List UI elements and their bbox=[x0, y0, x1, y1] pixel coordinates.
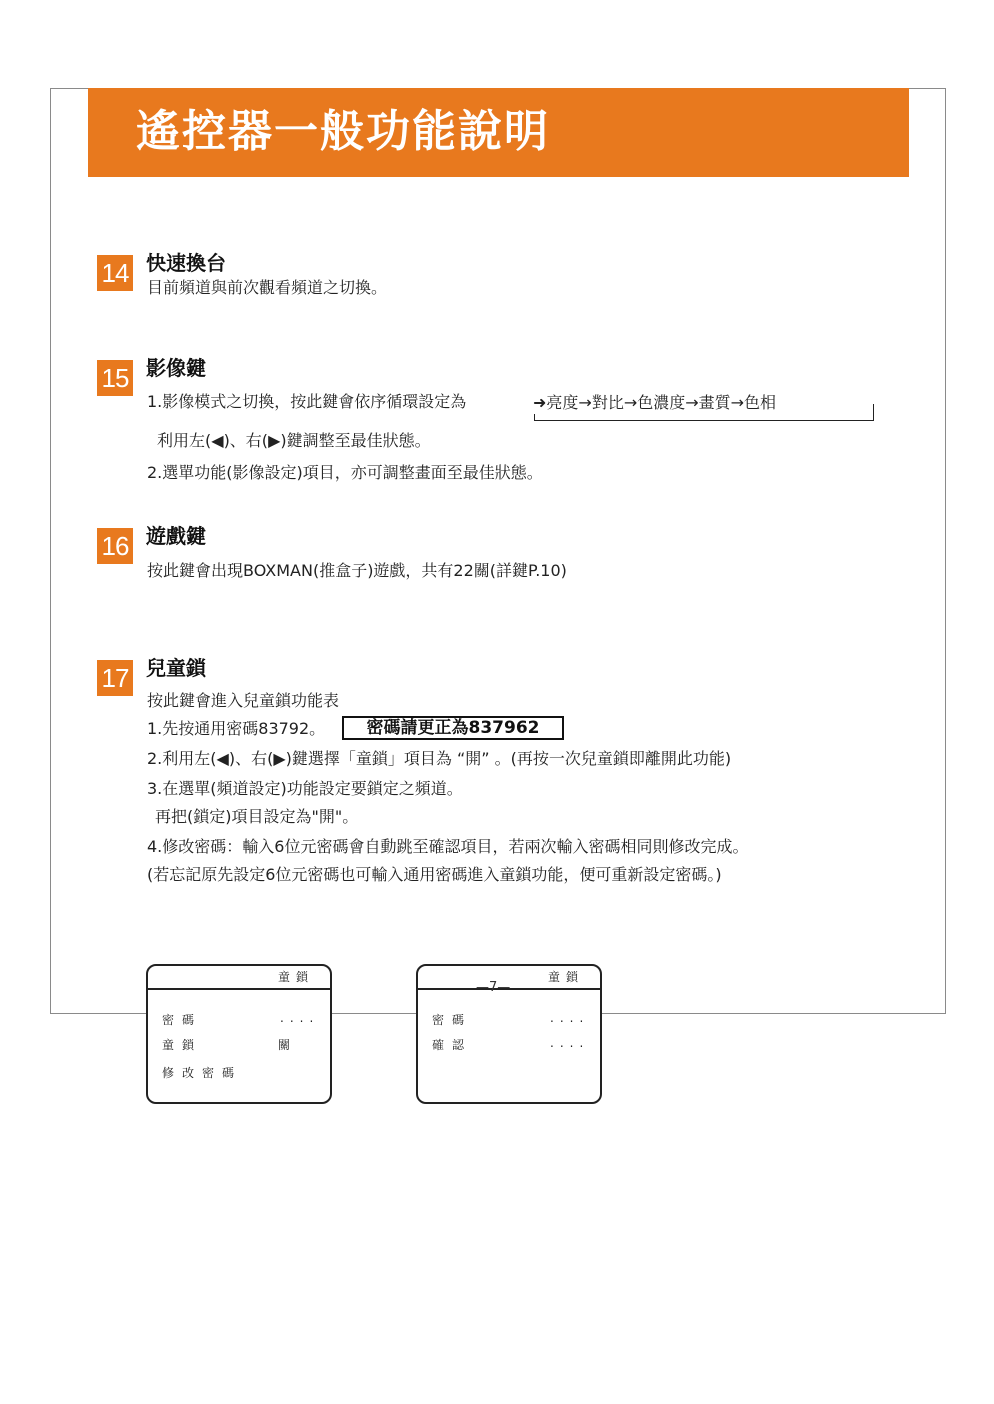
page-title: 遙控器一般功能說明 bbox=[136, 106, 550, 157]
cycle-text: 亮度→對比→色濃度→畫質→色相 bbox=[546, 393, 777, 412]
screen-title: 童鎖 bbox=[547, 970, 584, 984]
screen-divider bbox=[148, 988, 330, 990]
cycle-sequence bbox=[533, 392, 782, 414]
section-14-number: 14 bbox=[97, 255, 133, 291]
line-2-part-c: )鍵選擇「童鎖」項目為 “開” 。(再按一次兒童鎖即離開此功能) bbox=[285, 749, 732, 768]
right-triangle-icon: ▶ bbox=[268, 431, 281, 450]
line-2-part-a: 2.利用左( bbox=[147, 749, 217, 768]
line-2-part-c: )鍵調整至最佳狀態。 bbox=[280, 431, 431, 450]
screen-row-label: 密碼 bbox=[162, 1013, 203, 1027]
header-banner bbox=[88, 88, 909, 177]
screen-row-label: 修改密碼 bbox=[162, 1066, 243, 1080]
section-15-number: 15 bbox=[97, 360, 133, 396]
screen-row-value: .... bbox=[280, 1011, 320, 1025]
section-16-title: 遊戲鍵 bbox=[146, 524, 206, 548]
section-17-number: 17 bbox=[97, 660, 133, 696]
section-15-line-2 bbox=[157, 430, 431, 452]
section-17-line-3: 3.在選單(頻道設定)功能設定要鎖定之頻道。 bbox=[147, 779, 463, 798]
screen-row-value: .... bbox=[550, 1011, 590, 1025]
child-lock-screen-menu bbox=[146, 964, 332, 1104]
section-17-line-1: 1.先按通用密碼83792。 bbox=[147, 719, 326, 738]
password-notice: 密碼請更正為837962 bbox=[342, 716, 564, 740]
section-15-line-3: 2.選單功能(影像設定)項目，亦可調整畫面至最佳狀態。 bbox=[147, 463, 543, 482]
left-triangle-icon: ◀ bbox=[211, 431, 224, 450]
section-17-line-0: 按此鍵會進入兒童鎖功能表 bbox=[147, 691, 340, 710]
section-17-title: 兒童鎖 bbox=[146, 656, 206, 680]
section-14-title: 快速換台 bbox=[146, 251, 226, 275]
screen-row-label: 密碼 bbox=[432, 1013, 473, 1027]
screen-row-value: 關 bbox=[278, 1038, 297, 1052]
screen-row-value: .... bbox=[550, 1036, 590, 1050]
section-17-line-5: 4.修改密碼：輸入6位元密碼會自動跳至確認項目，若兩次輸入密碼相同則修改完成。 bbox=[147, 837, 749, 856]
section-14-text: 目前頻道與前次觀看頻道之切換。 bbox=[147, 278, 388, 297]
section-16-text: 按此鍵會出現BOXMAN(推盒子)遊戲，共有22關(詳鍵P.10) bbox=[147, 561, 567, 580]
screen-title: 童鎖 bbox=[277, 970, 314, 984]
section-17-line-4: 再把(鎖定)項目設定為"開"。 bbox=[155, 807, 359, 826]
line-2-part-a: 利用左( bbox=[157, 431, 212, 450]
screen-row-label: 確認 bbox=[432, 1038, 473, 1052]
page-number: —7— bbox=[476, 980, 511, 995]
section-15-title: 影像鍵 bbox=[146, 356, 206, 380]
right-triangle-icon: ▶ bbox=[273, 749, 286, 768]
line-2-part-b: )、右( bbox=[223, 431, 269, 450]
line-2-part-b: )、右( bbox=[228, 749, 274, 768]
section-15-line-1: 1.影像模式之切換，按此鍵會依序循環設定為 bbox=[147, 392, 467, 411]
section-17-line-2 bbox=[147, 748, 731, 770]
screen-row-label: 童鎖 bbox=[162, 1038, 203, 1052]
section-17-line-6: (若忘記原先設定6位元密碼也可輸入通用密碼進入童鎖功能，便可重新設定密碼。) bbox=[147, 865, 722, 884]
section-16-number: 16 bbox=[97, 528, 133, 564]
arrow-right-icon: ➜ bbox=[533, 393, 547, 412]
left-triangle-icon: ◀ bbox=[216, 749, 229, 768]
